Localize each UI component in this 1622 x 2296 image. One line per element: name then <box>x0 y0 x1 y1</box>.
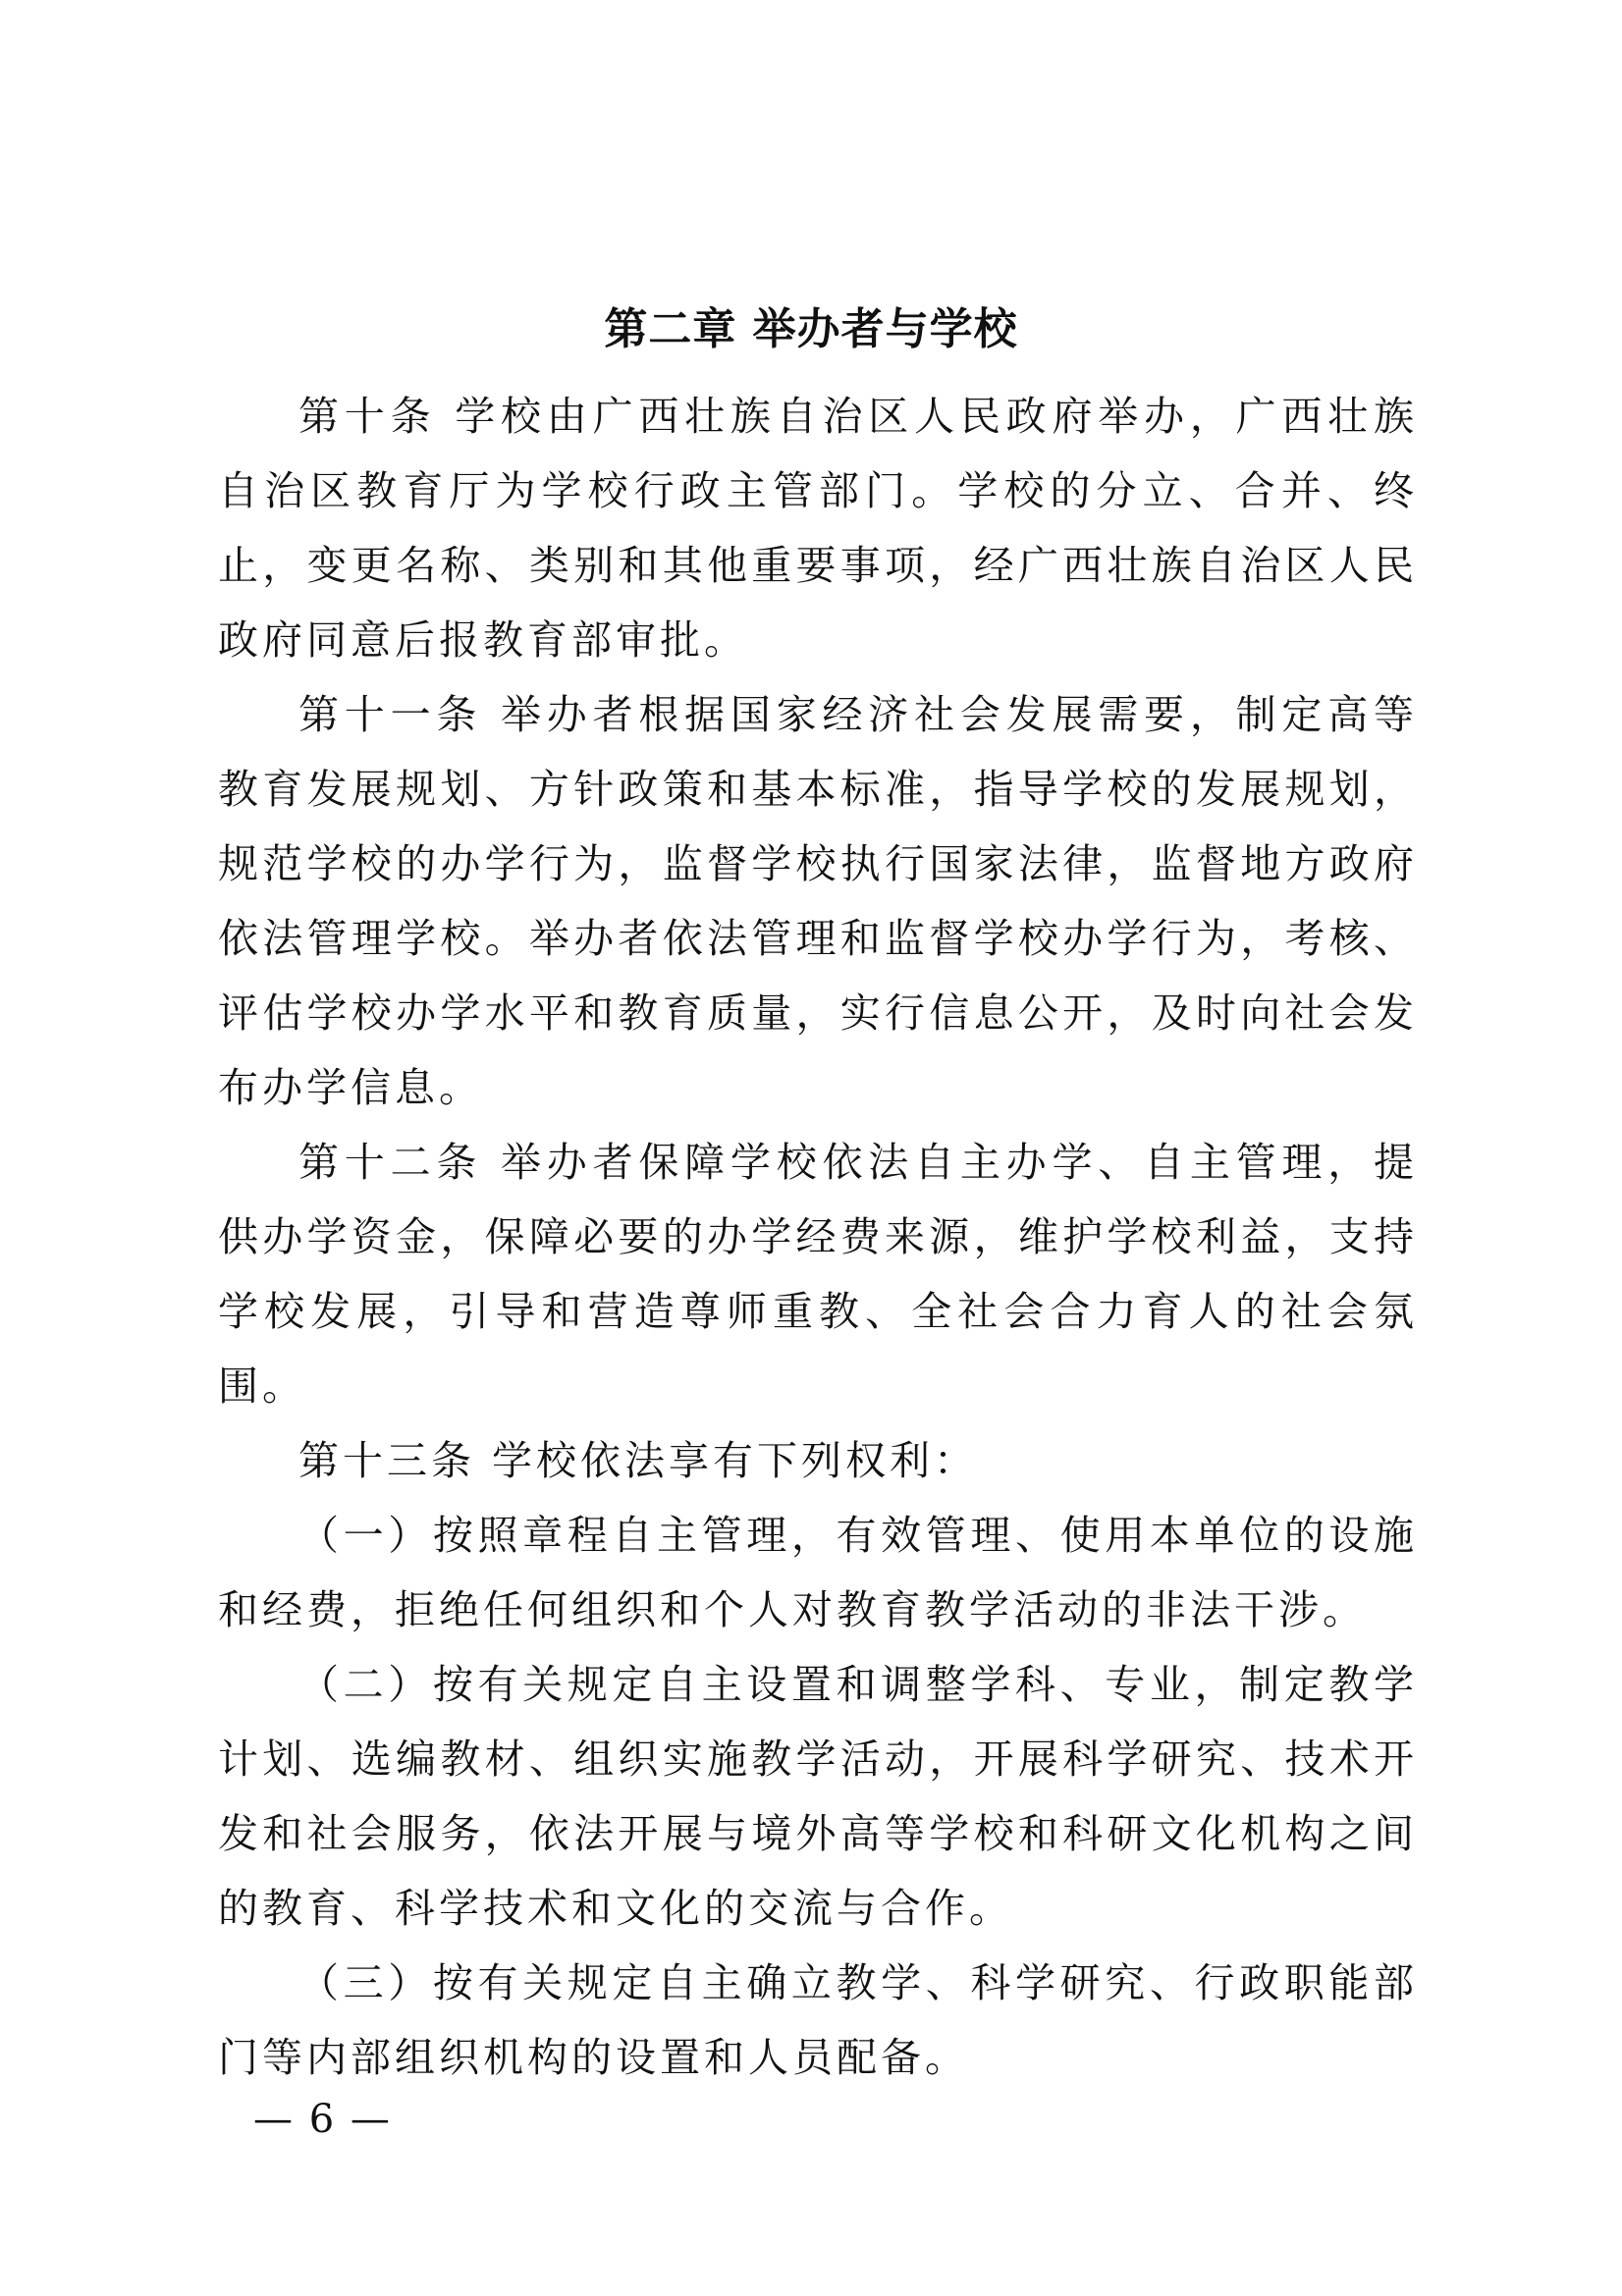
article-12-paragraph: 第十二条 举办者保障学校依法自主办学、自主管理，提供办学资金，保障必要的办学经费来源，维护学校利益，支持学校发展，引导和营造尊师重教、全社会合力育人的社会氛围。 <box>218 1139 1418 1410</box>
chapter-title: 第二章 举办者与学校 <box>604 304 1018 354</box>
page-number: — 6 — <box>253 2097 392 2142</box>
article-13-item-1: （一）按照章程自主管理，有效管理、使用本单位的设施和经费，拒绝任何组织和个人对教育教学活动的非法干涉。 <box>218 1512 1418 1633</box>
article-13-paragraph: 第十三条 学校依法享有下列权利： <box>298 1437 979 1484</box>
article-11-paragraph: 第十一条 举办者根据国家经济社会发展需要，制定高等教育发展规划、方针政策和基本标准，指导学校的发展规划，规范学校的办学行为，监督学校执行国家法律，监督地方政府依法管理学校。举办者依法管理和监督学校办学行为，考核、评估学校办学水平和教育质量，实行信息公开，及时向社会发布办学信息。 <box>218 691 1418 1111</box>
article-13-item-2: （二）按有关规定自主设置和调整学科、专业，制定教学计划、选编教材、组织实施教学活动，开展科学研究、技术开发和社会服务，依法开展与境外高等学校和科研文化机构之间的教育、科学技术和文化的交流与合作。 <box>218 1661 1418 1932</box>
article-10-paragraph: 第十条 学校由广西壮族自治区人民政府举办，广西壮族自治区教育厅为学校行政主管部门。学校的分立、合并、终止，变更名称、类别和其他重要事项，经广西壮族自治区人民政府同意后报教育部审批。 <box>218 393 1418 664</box>
article-13-item-3: （三）按有关规定自主确立教学、科学研究、行政职能部门等内部组织机构的设置和人员配备。 <box>218 1959 1418 2081</box>
document-body <box>218 379 1418 2095</box>
